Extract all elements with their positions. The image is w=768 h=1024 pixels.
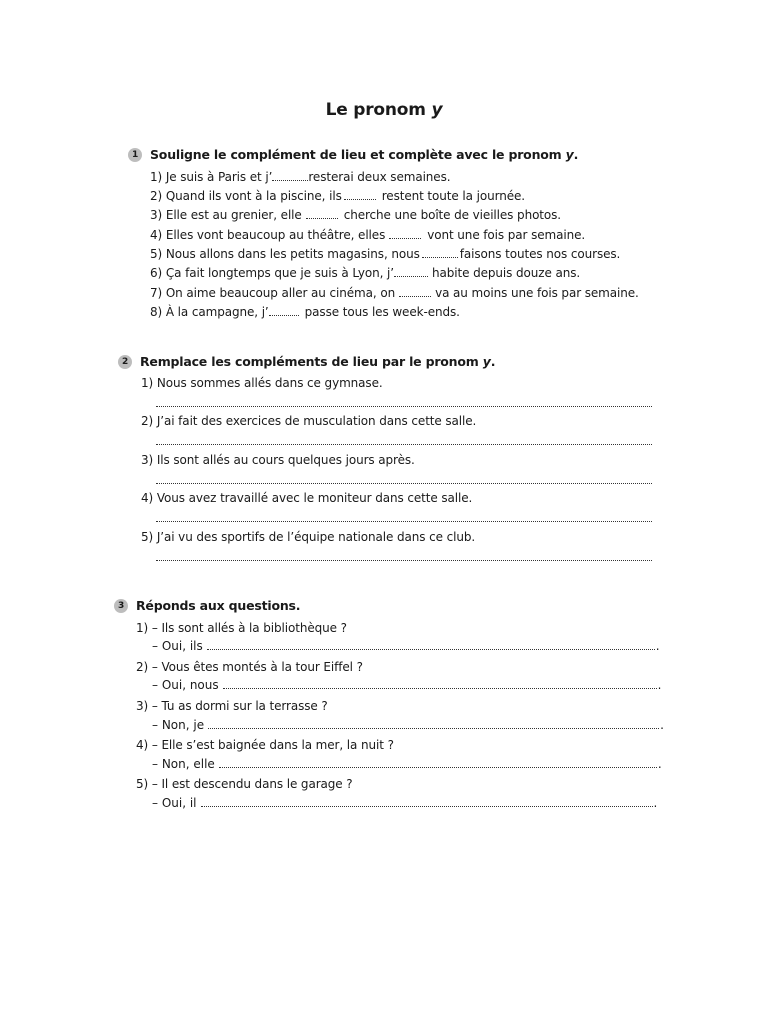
- ex1-item-end: habite depuis douze ans.: [431, 266, 581, 280]
- ex1-item: [150, 286, 639, 300]
- ex1-item-end: faisons toutes nos courses.: [459, 247, 621, 261]
- blank-field[interactable]: [389, 228, 421, 239]
- blank-field[interactable]: [399, 286, 431, 297]
- exercise-2-instruction-end: .: [490, 354, 496, 369]
- answer-line[interactable]: [201, 805, 653, 807]
- answer-line[interactable]: [156, 483, 652, 484]
- exercise-3-number-badge: 3: [114, 599, 128, 613]
- ex1-item-start: 8) À la campagne, j’: [150, 305, 269, 319]
- ex2-item: 1) Nous sommes allés dans ce gymnase.: [141, 376, 383, 390]
- ex3-question: 4) – Elle s’est baignée dans la mer, la nuit ?: [136, 738, 394, 752]
- ex1-item: [150, 305, 460, 319]
- response-period: .: [653, 796, 658, 810]
- ex2-item: 5) J’ai vu des sportifs de l’équipe nationale dans ce club.: [141, 530, 476, 544]
- response-prefix: – Oui, ils: [152, 639, 203, 653]
- response-period: .: [660, 718, 664, 732]
- exercise-2-heading: [118, 354, 495, 369]
- answer-line[interactable]: [219, 766, 657, 768]
- ex1-item-start: 3) Elle est au grenier, elle: [150, 208, 302, 222]
- blank-field[interactable]: [394, 266, 428, 277]
- ex3-question: 2) – Vous êtes montés à la tour Eiffel ?: [136, 660, 363, 674]
- response-prefix: – Non, elle: [152, 757, 215, 771]
- exercise-1-number-badge: 1: [128, 148, 142, 162]
- blank-field[interactable]: [306, 208, 338, 219]
- ex1-item: [150, 266, 580, 280]
- response-period: .: [657, 757, 662, 771]
- exercise-2-instruction: Remplace les compléments de lieu par le pronom: [140, 354, 479, 369]
- ex1-item-start: 2) Quand ils vont à la piscine, ils: [150, 189, 342, 203]
- ex2-item: 3) Ils sont allés au cours quelques jours après.: [141, 453, 415, 467]
- answer-line[interactable]: [223, 687, 657, 689]
- exercise-2-number-badge: 2: [118, 355, 132, 369]
- answer-line[interactable]: [208, 727, 659, 729]
- blank-field[interactable]: [272, 170, 308, 181]
- ex1-item-start: 5) Nous allons dans les petits magasins, nous: [150, 247, 420, 261]
- exercise-3-heading: [114, 598, 300, 613]
- ex1-item-end: vont une fois par semaine.: [427, 228, 586, 242]
- ex3-response: [152, 796, 657, 810]
- response-prefix: – Oui, il: [152, 796, 197, 810]
- exercise-1-pronoun: y: [565, 147, 574, 162]
- ex3-question: 1) – Ils sont allés à la bibliothèque ?: [136, 621, 347, 635]
- ex1-item-end: va au moins une fois par semaine.: [435, 286, 639, 300]
- ex1-item-end: passe tous les week-ends.: [304, 305, 460, 319]
- answer-line[interactable]: [156, 444, 652, 445]
- response-prefix: – Non, je: [152, 718, 205, 732]
- ex3-response: [152, 678, 661, 692]
- ex1-item-start: 6) Ça fait longtemps que je suis à Lyon, j’: [150, 266, 394, 280]
- exercise-2-pronoun: y: [482, 354, 491, 369]
- ex1-item: [150, 247, 620, 261]
- blank-field[interactable]: [269, 305, 299, 316]
- ex1-item: [150, 189, 525, 203]
- exercise-1-heading: [128, 147, 578, 162]
- title-pronoun: y: [431, 100, 443, 120]
- ex2-item: 4) Vous avez travaillé avec le moniteur dans cette salle.: [141, 491, 473, 505]
- ex1-item-start: 4) Elles vont beaucoup au théâtre, elles: [150, 228, 386, 242]
- ex3-question: 3) – Tu as dormi sur la terrasse ?: [136, 699, 328, 713]
- response-prefix: – Oui, nous: [152, 678, 219, 692]
- ex1-item-start: 1) Je suis à Paris et j’: [150, 170, 273, 184]
- response-period: .: [657, 678, 662, 692]
- ex1-item: [150, 170, 450, 184]
- page-title: [0, 100, 768, 120]
- ex1-item-end: cherche une boîte de vieilles photos.: [343, 208, 562, 222]
- response-period: .: [655, 639, 660, 653]
- blank-field[interactable]: [344, 189, 376, 200]
- title-text: Le pronom: [325, 100, 432, 120]
- ex1-item-end: restent toute la journée.: [381, 189, 525, 203]
- ex3-question: 5) – Il est descendu dans le garage ?: [136, 777, 353, 791]
- ex1-item: [150, 228, 585, 242]
- ex2-item: 2) J’ai fait des exercices de musculation dans cette salle.: [141, 414, 477, 428]
- ex3-response: [152, 718, 664, 732]
- ex1-item-start: 7) On aime beaucoup aller au cinéma, on: [150, 286, 396, 300]
- blank-field[interactable]: [422, 247, 458, 258]
- ex3-response: [152, 639, 660, 653]
- answer-line[interactable]: [156, 521, 652, 522]
- answer-line[interactable]: [156, 406, 652, 407]
- answer-line[interactable]: [156, 560, 652, 561]
- ex1-item: [150, 208, 561, 222]
- exercise-3-instruction: Réponds aux questions.: [136, 598, 301, 613]
- ex3-response: [152, 757, 662, 771]
- answer-line[interactable]: [207, 648, 655, 650]
- exercise-1-instruction-end: .: [573, 147, 579, 162]
- ex1-item-end: resterai deux semaines.: [308, 170, 451, 184]
- exercise-1-instruction: Souligne le complément de lieu et complète avec le pronom: [150, 147, 562, 162]
